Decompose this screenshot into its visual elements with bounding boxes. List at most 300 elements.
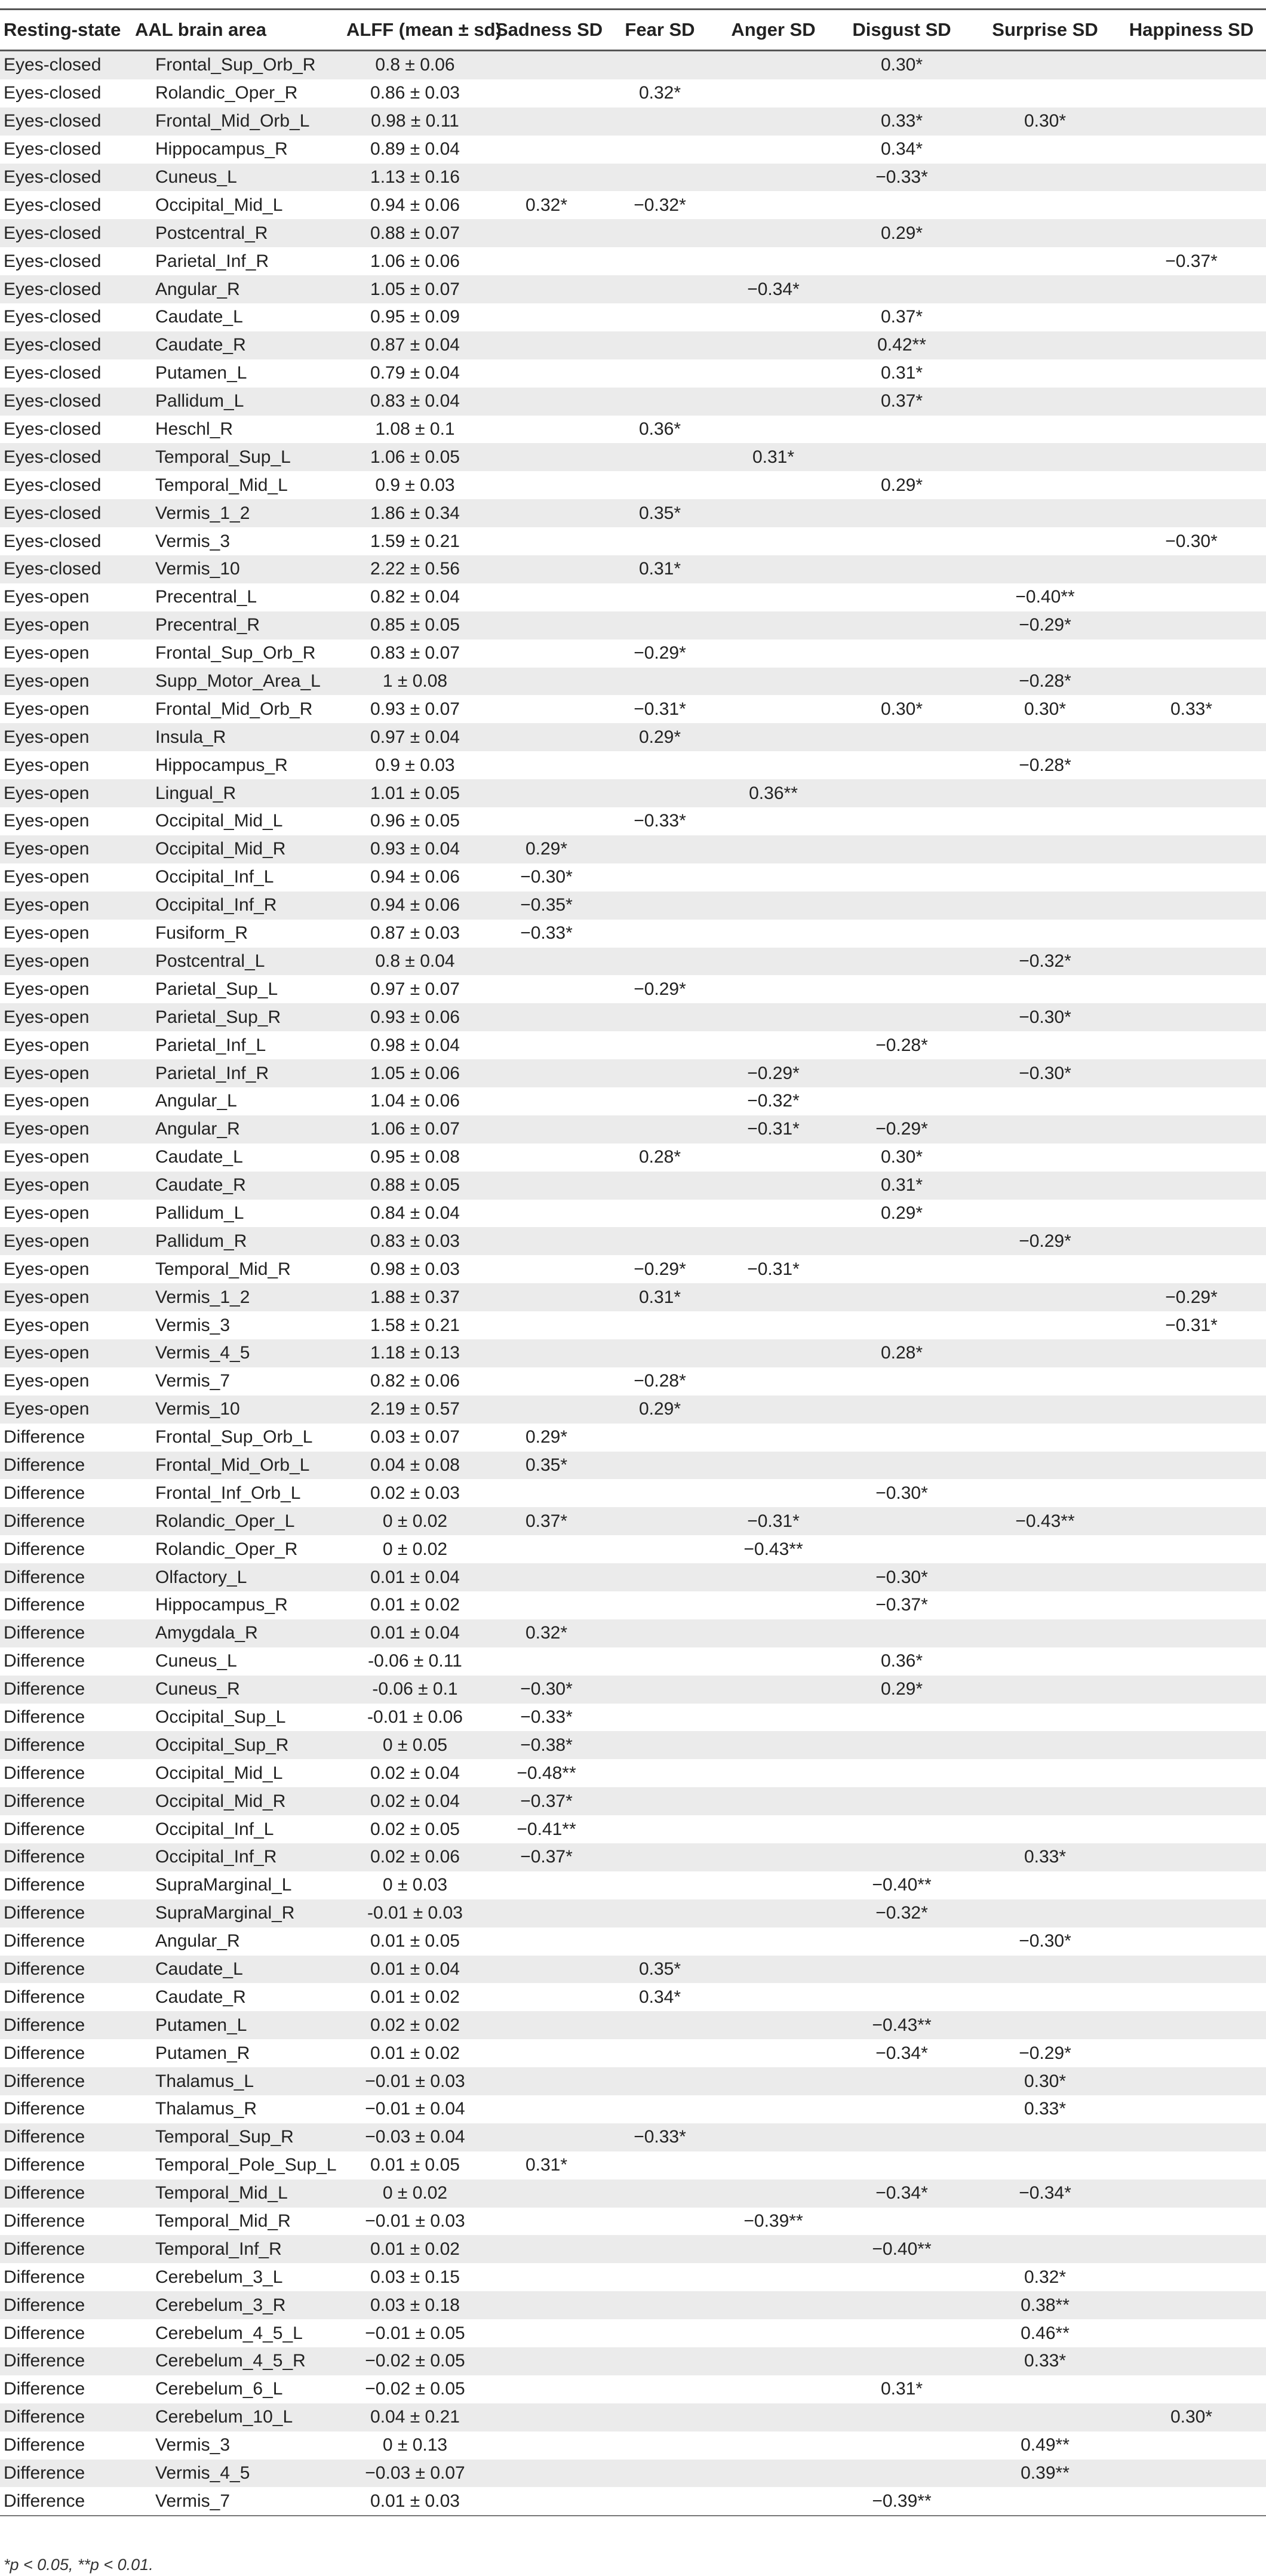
table-cell: Difference xyxy=(0,2403,131,2431)
table-cell xyxy=(603,1031,717,1059)
table-row xyxy=(0,1815,1266,1843)
table-cell xyxy=(717,1956,830,1984)
table-cell: Difference xyxy=(0,2460,131,2488)
table-cell: −0.01 ± 0.05 xyxy=(365,2323,465,2343)
table-cell: Vermis_3 xyxy=(155,1315,231,1335)
table-cell: −0.30* xyxy=(520,867,573,887)
table-cell xyxy=(717,107,830,136)
table-cell xyxy=(603,1871,717,1899)
table-cell: 0.34* xyxy=(638,1987,681,2007)
table-cell xyxy=(1117,1424,1266,1452)
table-cell: Hippocampus_R xyxy=(155,139,288,159)
table-cell xyxy=(717,555,830,583)
table-cell: Eyes-closed xyxy=(4,307,102,327)
table-cell: Occipital_Sup_L xyxy=(155,1707,286,1727)
table-row xyxy=(0,1871,1266,1899)
table-cell: Difference xyxy=(0,1507,131,1535)
table-cell xyxy=(830,2431,973,2460)
table-cell xyxy=(717,388,830,416)
table-cell xyxy=(973,892,1117,920)
table-row xyxy=(0,695,1266,723)
table-cell: Caudate_R xyxy=(155,1987,246,2007)
table-cell xyxy=(1117,2235,1266,2263)
table-cell xyxy=(603,1647,717,1676)
table-cell xyxy=(490,1339,603,1367)
table-cell xyxy=(1117,1507,1266,1535)
table-cell xyxy=(717,611,830,640)
table-row xyxy=(0,2095,1266,2123)
table-cell: 2.19 ± 0.57 xyxy=(340,1395,490,1424)
table-cell: Difference xyxy=(4,1987,85,2007)
table-cell xyxy=(1117,1871,1266,1899)
table-cell xyxy=(973,191,1117,219)
table-cell: 0.02 ± 0.04 xyxy=(370,1763,460,1783)
table-row xyxy=(0,2208,1266,2236)
table-cell xyxy=(1117,1115,1266,1143)
table-row xyxy=(0,275,1266,303)
table-cell xyxy=(973,79,1117,107)
table-cell xyxy=(1117,2039,1266,2067)
table-cell xyxy=(490,1479,603,1507)
table-cell: Difference xyxy=(0,1899,131,1928)
table-cell: Vermis_4_5 xyxy=(131,1339,340,1367)
table-cell: Eyes-open xyxy=(4,699,90,719)
table-cell xyxy=(603,1535,717,1563)
table-cell: 0.95 ± 0.08 xyxy=(370,1147,460,1167)
table-cell: −0.33* xyxy=(634,811,686,831)
table-cell: 0.30* xyxy=(1117,2403,1266,2431)
table-cell xyxy=(717,1676,830,1704)
table-cell xyxy=(973,555,1117,583)
table-cell: −0.32* xyxy=(973,948,1117,976)
table-cell xyxy=(830,1003,973,1031)
table-cell xyxy=(603,1200,717,1228)
table-cell: 1.05 ± 0.06 xyxy=(340,1059,490,1087)
table-cell xyxy=(603,2095,717,2123)
table-row xyxy=(0,1704,1266,1732)
table-cell: 0.31* xyxy=(880,2379,923,2399)
table-cell xyxy=(717,1031,830,1059)
table-row xyxy=(0,2431,1266,2460)
table-cell xyxy=(490,975,603,1003)
table-row xyxy=(0,1647,1266,1676)
table-cell: 0.30* xyxy=(973,2067,1117,2095)
table-cell: 0.31* xyxy=(603,1283,717,1311)
table-cell xyxy=(973,1787,1117,1815)
table-cell xyxy=(830,948,973,976)
table-cell xyxy=(1117,2095,1266,2123)
table-cell: Difference xyxy=(0,2180,131,2208)
table-row xyxy=(0,807,1266,835)
table-row xyxy=(0,1956,1266,1984)
table-cell xyxy=(1117,2375,1266,2403)
table-cell: SupraMarginal_R xyxy=(131,1899,340,1928)
table-cell: 0.01 ± 0.04 xyxy=(340,1619,490,1647)
table-row xyxy=(0,1535,1266,1563)
table-cell xyxy=(717,1452,830,1480)
table-cell: Difference xyxy=(4,2435,85,2455)
table-cell xyxy=(603,2151,717,2180)
table-cell: 0.9 ± 0.03 xyxy=(375,475,455,495)
table-cell xyxy=(490,611,603,640)
table-cell: Occipital_Mid_L xyxy=(155,195,283,215)
table-cell xyxy=(1117,191,1266,219)
table-cell: Eyes-closed xyxy=(0,499,131,527)
table-cell: 1.06 ± 0.06 xyxy=(370,251,460,271)
table-cell xyxy=(1117,331,1266,359)
table-cell xyxy=(830,2095,973,2123)
table-cell xyxy=(490,2319,603,2347)
table-cell: −0.31* xyxy=(747,1259,800,1279)
table-cell: 0.01 ± 0.04 xyxy=(340,1956,490,1984)
table-cell xyxy=(973,1311,1117,1339)
table-cell xyxy=(603,1815,717,1843)
table-cell: 0.29* xyxy=(603,723,717,751)
table-cell: −0.03 ± 0.07 xyxy=(340,2460,490,2488)
table-cell xyxy=(717,2263,830,2291)
table-cell xyxy=(490,1956,603,1984)
table-cell: 0 ± 0.02 xyxy=(340,1507,490,1535)
table-cell xyxy=(603,1479,717,1507)
table-cell: Eyes-closed xyxy=(4,139,102,159)
table-cell: Temporal_Mid_L xyxy=(155,475,288,495)
table-cell xyxy=(1117,1815,1266,1843)
table-cell xyxy=(1117,2347,1266,2375)
table-cell xyxy=(603,920,717,948)
table-cell: Precentral_L xyxy=(155,587,257,607)
table-cell xyxy=(603,51,717,79)
table-cell xyxy=(1117,2263,1266,2291)
table-cell xyxy=(973,1899,1117,1928)
table-cell: Difference xyxy=(0,2235,131,2263)
table-cell xyxy=(603,1619,717,1647)
table-cell: −0.28* xyxy=(1019,755,1071,775)
table-cell: Difference xyxy=(0,1676,131,1704)
table-cell xyxy=(830,723,973,751)
table-cell: 0.30* xyxy=(880,1147,923,1167)
table-cell: Difference xyxy=(0,2123,131,2151)
table-cell xyxy=(830,920,973,948)
table-cell xyxy=(830,751,973,779)
table-row xyxy=(0,471,1266,499)
table-cell xyxy=(973,1563,1117,1591)
table-cell: 0.29* xyxy=(880,475,923,495)
table-cell: −0.28* xyxy=(634,1371,686,1391)
table-row xyxy=(0,1311,1266,1339)
table-cell xyxy=(717,1424,830,1452)
table-cell: 0.36* xyxy=(638,419,681,439)
table-cell: −0.31* xyxy=(717,1115,830,1143)
table-cell: Parietal_Sup_R xyxy=(131,1003,340,1031)
table-cell xyxy=(717,2180,830,2208)
table-cell xyxy=(1117,1172,1266,1200)
table-row xyxy=(0,2291,1266,2319)
table-body xyxy=(0,51,1266,2516)
table-cell xyxy=(490,2039,603,2067)
table-cell xyxy=(973,1815,1117,1843)
table-cell xyxy=(717,331,830,359)
table-cell xyxy=(490,2431,603,2460)
table-cell xyxy=(973,1452,1117,1480)
table-cell xyxy=(490,2291,603,2319)
table-cell: 0.32* xyxy=(525,195,568,215)
table-cell xyxy=(717,1843,830,1871)
table-cell xyxy=(973,1704,1117,1732)
table-cell xyxy=(973,1983,1117,2011)
table-cell xyxy=(603,2431,717,2460)
table-cell xyxy=(1117,1479,1266,1507)
table-cell xyxy=(1117,2460,1266,2488)
table-cell xyxy=(490,2375,603,2403)
table-cell: Eyes-open xyxy=(0,1227,131,1255)
table-cell xyxy=(830,443,973,471)
table-cell: Difference xyxy=(4,1707,85,1727)
table-cell: −0.33* xyxy=(520,923,573,943)
table-cell: 1.06 ± 0.05 xyxy=(340,443,490,471)
table-cell xyxy=(717,695,830,723)
table-cell: −0.40** xyxy=(872,1875,932,1895)
table-cell: 0.28* xyxy=(830,1339,973,1367)
table-cell xyxy=(973,2011,1117,2039)
table-cell xyxy=(973,1087,1117,1115)
table-cell xyxy=(1117,1003,1266,1031)
table-cell xyxy=(717,2347,830,2375)
table-cell xyxy=(830,2319,973,2347)
table-cell: 0.98 ± 0.11 xyxy=(340,107,490,136)
table-cell: Eyes-open xyxy=(0,779,131,807)
table-cell: 1.88 ± 0.37 xyxy=(340,1283,490,1311)
table-cell: Difference xyxy=(4,2379,85,2399)
table-cell: Thalamus_L xyxy=(131,2067,340,2095)
table-cell: −0.31* xyxy=(634,699,686,719)
table-cell xyxy=(717,835,830,863)
table-cell: Precentral_R xyxy=(131,611,340,640)
table-cell: Angular_R xyxy=(131,275,340,303)
table-cell xyxy=(1117,2011,1266,2039)
table-row xyxy=(0,723,1266,751)
table-cell xyxy=(490,107,603,136)
table-cell xyxy=(717,1143,830,1172)
table-cell xyxy=(830,1283,973,1311)
table-row xyxy=(0,359,1266,388)
table-row xyxy=(0,2487,1266,2516)
table-cell xyxy=(717,751,830,779)
table-cell: −0.32* xyxy=(747,1091,800,1111)
table-cell: Eyes-closed xyxy=(0,219,131,247)
table-cell: Eyes-closed xyxy=(4,531,102,551)
table-cell xyxy=(603,1507,717,1535)
table-cell xyxy=(717,892,830,920)
table-cell: Difference xyxy=(0,2487,131,2516)
table-cell xyxy=(1117,1647,1266,1676)
table-cell: Difference xyxy=(4,1931,85,1951)
table-cell xyxy=(830,1619,973,1647)
table-cell: Vermis_7 xyxy=(131,2487,340,2516)
table-cell xyxy=(717,191,830,219)
table-cell: −0.34* xyxy=(875,2043,928,2063)
table-cell: 0.36** xyxy=(717,779,830,807)
table-cell xyxy=(1117,807,1266,835)
table-cell xyxy=(973,136,1117,164)
table-cell: Eyes-closed xyxy=(0,388,131,416)
table-cell: 1.13 ± 0.16 xyxy=(340,164,490,192)
table-cell: 0.02 ± 0.05 xyxy=(370,1819,460,1839)
table-cell xyxy=(490,555,603,583)
table-cell: Angular_L xyxy=(155,1091,237,1111)
table-cell xyxy=(973,1200,1117,1228)
table-cell: 0.37* xyxy=(490,1507,603,1535)
table-cell: 1.08 ± 0.1 xyxy=(375,419,455,439)
table-cell: 0.01 ± 0.02 xyxy=(370,1987,460,2007)
table-cell: Difference xyxy=(4,1651,85,1671)
table-cell xyxy=(973,416,1117,444)
table-cell xyxy=(973,1339,1117,1367)
table-cell xyxy=(830,892,973,920)
table-cell: 0.83 ± 0.03 xyxy=(340,1227,490,1255)
table-cell: −0.29* xyxy=(634,1259,686,1279)
table-cell: 0.84 ± 0.04 xyxy=(370,1203,460,1223)
table-cell xyxy=(490,275,603,303)
table-cell: −0.29* xyxy=(830,1115,973,1143)
table-cell xyxy=(490,1395,603,1424)
table-cell: −0.30* xyxy=(973,1003,1117,1031)
table-cell xyxy=(973,359,1117,388)
table-cell xyxy=(973,1479,1117,1507)
table-cell xyxy=(490,1367,603,1395)
table-cell: 0.49** xyxy=(1021,2435,1070,2455)
table-cell xyxy=(603,835,717,863)
table-cell xyxy=(830,1227,973,1255)
table-cell: Rolandic_Oper_R xyxy=(155,1539,298,1559)
table-cell xyxy=(973,640,1117,668)
table-cell xyxy=(490,1563,603,1591)
table-cell xyxy=(717,471,830,499)
column-header: Sadness SD xyxy=(490,10,603,51)
table-cell xyxy=(830,1367,973,1395)
table-cell xyxy=(1117,219,1266,247)
table-cell: 0 ± 0.02 xyxy=(382,1539,448,1559)
table-cell xyxy=(603,2263,717,2291)
table-cell: −0.01 ± 0.03 xyxy=(365,2211,465,2231)
table-cell xyxy=(973,1031,1117,1059)
table-cell xyxy=(830,247,973,275)
table-cell: −0.41** xyxy=(517,1819,576,1839)
table-row xyxy=(0,1283,1266,1311)
table-cell: Eyes-open xyxy=(4,811,90,831)
table-cell: Temporal_Pole_Sup_L xyxy=(155,2155,337,2175)
table-cell xyxy=(973,1619,1117,1647)
table-cell: 1.18 ± 0.13 xyxy=(340,1339,490,1367)
table-cell xyxy=(973,723,1117,751)
column-header: Fear SD xyxy=(603,10,717,51)
table-cell: 0.02 ± 0.03 xyxy=(370,1483,460,1503)
table-cell xyxy=(830,779,973,807)
table-cell xyxy=(830,2403,973,2431)
table-cell: Difference xyxy=(4,1427,85,1447)
table-cell xyxy=(717,2235,830,2263)
column-header: Disgust SD xyxy=(830,10,973,51)
table-cell xyxy=(1117,1676,1266,1704)
table-cell xyxy=(830,1452,973,1480)
column-header: Anger SD xyxy=(717,10,830,51)
table-cell: -0.01 ± 0.03 xyxy=(340,1899,490,1928)
table-cell: Eyes-open xyxy=(4,1147,90,1167)
table-cell: Difference xyxy=(4,2099,85,2119)
table-cell: Cuneus_R xyxy=(131,1676,340,1704)
table-cell xyxy=(490,2011,603,2039)
table-cell: −0.32* xyxy=(830,1899,973,1928)
table-row xyxy=(0,640,1266,668)
table-cell: 0.35* xyxy=(603,1956,717,1984)
table-cell xyxy=(717,1395,830,1424)
table-cell: Vermis_10 xyxy=(131,1395,340,1424)
table-cell xyxy=(1117,1983,1266,2011)
table-cell xyxy=(717,1731,830,1759)
table-cell xyxy=(717,863,830,892)
table-cell xyxy=(490,1003,603,1031)
table-cell: Cerebelum_6_L xyxy=(155,2379,283,2399)
table-cell xyxy=(717,1759,830,1787)
table-cell: 1.59 ± 0.21 xyxy=(370,531,460,551)
table-cell xyxy=(973,388,1117,416)
table-cell xyxy=(1117,723,1266,751)
table-cell: Fusiform_R xyxy=(155,923,248,943)
table-cell: −0.43** xyxy=(830,2011,973,2039)
table-cell: Caudate_L xyxy=(155,1147,243,1167)
table-cell xyxy=(603,527,717,555)
table-cell: 0.29* xyxy=(603,1395,717,1424)
table-cell: 0.88 ± 0.05 xyxy=(340,1172,490,1200)
table-cell: 0.02 ± 0.06 xyxy=(340,1843,490,1871)
table-cell xyxy=(1117,388,1266,416)
table-cell xyxy=(490,359,603,388)
table-cell: 0.39** xyxy=(973,2460,1117,2488)
table-cell xyxy=(973,1255,1117,1283)
table-cell xyxy=(973,2403,1117,2431)
table-cell: -0.01 ± 0.06 xyxy=(367,1707,463,1727)
table-cell: 0.93 ± 0.04 xyxy=(340,835,490,863)
table-cell xyxy=(603,219,717,247)
table-row xyxy=(0,1255,1266,1283)
table-cell: -0.06 ± 0.1 xyxy=(340,1676,490,1704)
table-cell xyxy=(490,416,603,444)
table-cell xyxy=(830,1059,973,1087)
table-cell xyxy=(1117,2319,1266,2347)
table-cell xyxy=(603,107,717,136)
table-cell xyxy=(490,1535,603,1563)
table-row xyxy=(0,1031,1266,1059)
table-cell: 0.02 ± 0.02 xyxy=(340,2011,490,2039)
table-cell: Frontal_Mid_Orb_R xyxy=(155,699,313,719)
table-cell xyxy=(490,1255,603,1283)
table-cell xyxy=(717,2095,830,2123)
table-cell: Cerebelum_4_5_R xyxy=(131,2347,340,2375)
table-footnote: *p < 0.05, **p < 0.01. xyxy=(4,2556,153,2574)
table-cell xyxy=(717,948,830,976)
table-cell xyxy=(830,1983,973,2011)
table-cell: −0.35* xyxy=(490,892,603,920)
table-cell xyxy=(973,443,1117,471)
table-cell xyxy=(490,1143,603,1172)
table-cell: 0.03 ± 0.07 xyxy=(370,1427,460,1447)
table-row xyxy=(0,1367,1266,1395)
table-cell xyxy=(1117,2180,1266,2208)
table-cell xyxy=(490,583,603,611)
table-cell xyxy=(603,443,717,471)
table-cell: Cerebelum_10_L xyxy=(131,2403,340,2431)
table-cell xyxy=(717,1647,830,1676)
table-cell xyxy=(603,1172,717,1200)
